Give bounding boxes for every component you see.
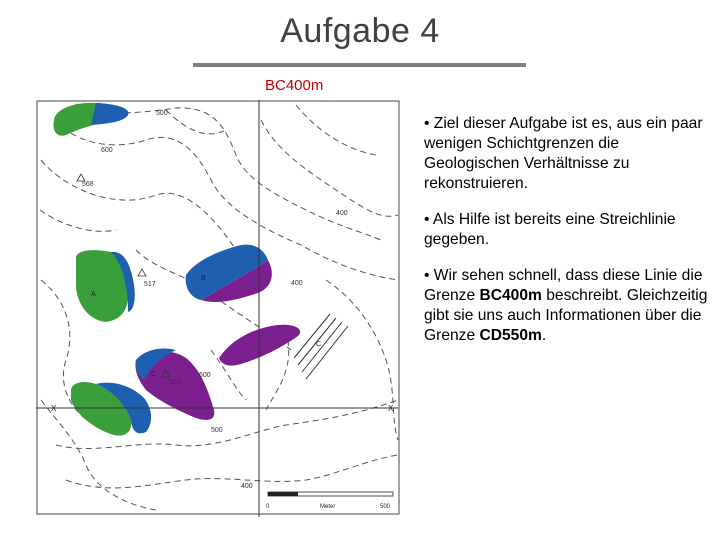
scale-bar-end: 500 (380, 504, 391, 510)
hatch-line (294, 314, 330, 358)
contour-label: 600 (101, 147, 113, 154)
contour-label: 400 (241, 483, 253, 490)
contour-label: 500 (156, 110, 168, 117)
boundary-cd550m: CD550m (479, 327, 542, 344)
bullet-list (424, 114, 714, 362)
title-underline (193, 63, 526, 67)
scale-bar-label: Meter (320, 504, 336, 510)
bullet-text: beschreibt. Gleichzeitig gibt sie uns auch Informationen über die Grenze (424, 287, 708, 344)
scale-bar-start: 0 (266, 504, 270, 510)
unit-blue-top (91, 103, 128, 125)
point-label: 517 (144, 281, 156, 288)
hatch-line (306, 326, 348, 379)
hatch-line (302, 322, 342, 372)
contour-line (326, 280, 398, 440)
geologic-map (36, 100, 401, 517)
contour-label: 400 (291, 280, 303, 287)
contour-line (41, 160, 236, 250)
point-label: 523 (170, 379, 182, 386)
map-label: BC400m (265, 77, 324, 94)
unit-label: C (316, 341, 322, 348)
bullet-strike-line (424, 210, 714, 250)
unit-label: C (151, 371, 157, 378)
contour-label: 500 (211, 427, 223, 434)
survey-point-icon (138, 269, 146, 276)
unit-label: B (201, 275, 206, 282)
point-label: 568 (82, 181, 94, 188)
slide-title: Aufgabe 4 (280, 12, 440, 50)
survey-point-icon (77, 174, 85, 181)
unit-label: A (91, 291, 96, 298)
contour-label: 600 (199, 372, 211, 379)
bullet-text: • Ziel dieser Aufgabe ist es, aus ein paar wenigen Schichtgrenzen die Geologischen Verhältnisse zu rekonstruieren. (424, 115, 703, 192)
bullet-text: • Wir sehen schnell, dass diese Linie die Grenze (424, 267, 703, 304)
bullet-text: . (541, 327, 547, 344)
contour-line (40, 210, 116, 231)
contour-line (66, 455, 398, 488)
boundary-bc400m: BC400m (479, 287, 542, 304)
axis-label-left: X (51, 404, 57, 413)
contour-line (76, 104, 381, 240)
contour-line (296, 105, 376, 155)
axis-label-right: X (388, 404, 394, 413)
contour-label: 400 (336, 210, 348, 217)
contour-line (166, 110, 226, 134)
bullet-boundary (424, 266, 714, 346)
scale-bar (266, 492, 393, 510)
bullet-goal (424, 114, 714, 194)
bullet-text: • Als Hilfe ist bereits eine Streichlinie gegeben. (424, 211, 676, 248)
contour-line (261, 120, 398, 216)
